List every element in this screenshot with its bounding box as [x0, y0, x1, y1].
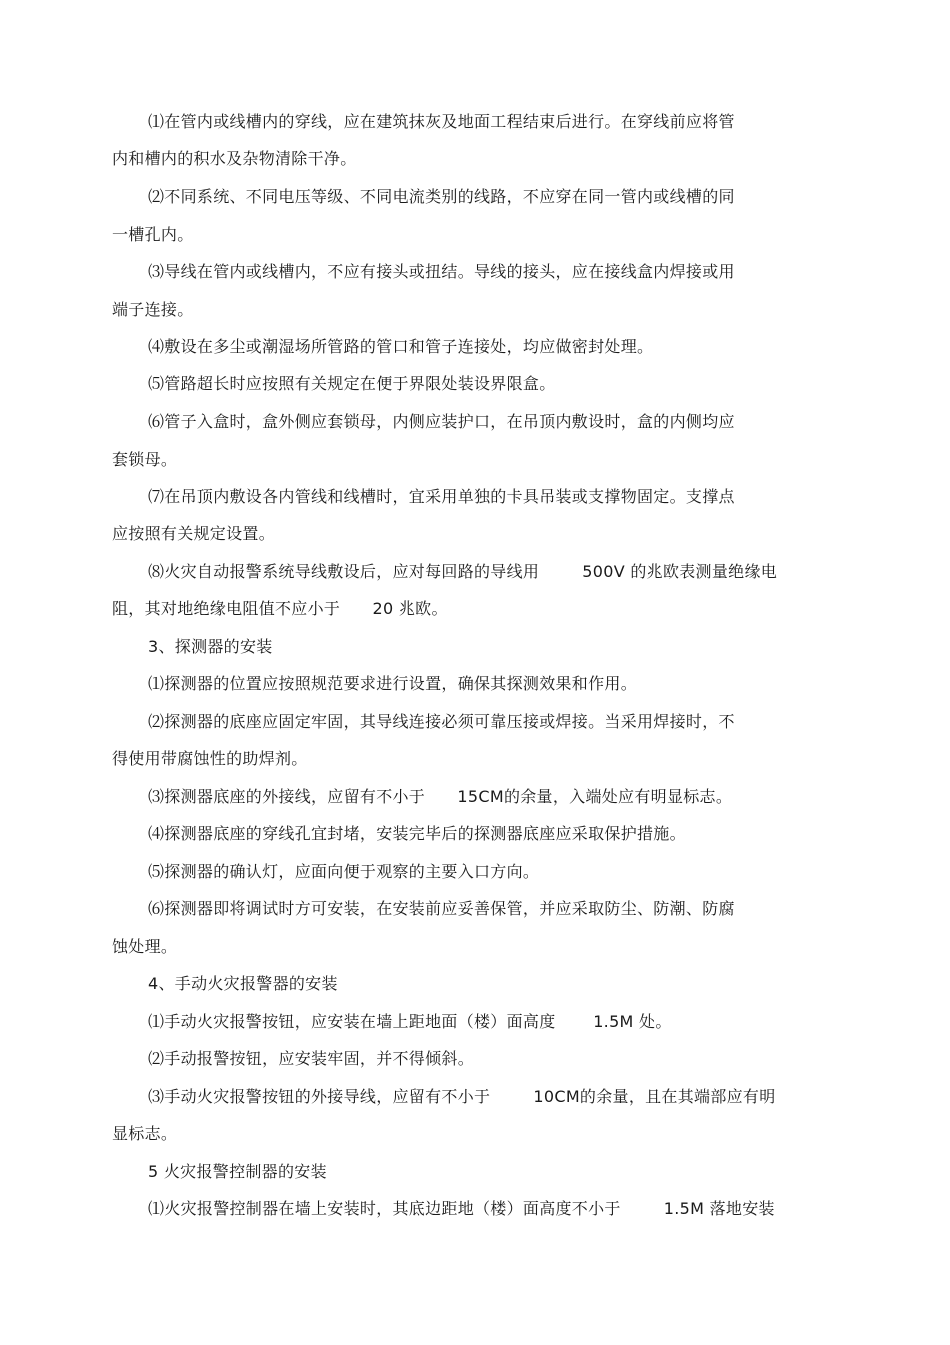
- text-line: ⑶导线在管内或线槽内，不应有接头或扭结。导线的接头，应在接线盒内焊接或用: [148, 262, 735, 281]
- text-line: ⑴在管内或线槽内的穿线，应在建筑抹灰及地面工程结束后进行。在穿线前应将管: [148, 112, 735, 131]
- text-line: ⑸管路超长时应按照有关规定在便于界限处装设界限盒。: [148, 374, 556, 393]
- text-line: ⑹管子入盒时，盒外侧应套锁母，内侧应装护口，在吊顶内敷设时，盒的内侧均应: [148, 412, 735, 431]
- text-line: 端子连接。: [112, 300, 194, 319]
- text-line: ⑴手动火灾报警按钮，应安装在墙上距地面（楼）面高度 1.5M 处。: [148, 1012, 672, 1031]
- text-line: ⑷探测器底座的穿线孔宜封堵，安装完毕后的探测器底座应采取保护措施。: [148, 824, 686, 843]
- text-line: 阻，其对地绝缘电阻值不应小于 20 兆欧。: [112, 599, 448, 618]
- text-line: ⑹探测器即将调试时方可安装，在安装前应妥善保管，并应采取防尘、防潮、防腐: [148, 899, 735, 918]
- text-line: ⑴探测器的位置应按照规范要求进行设置，确保其探测效果和作用。: [148, 674, 638, 693]
- text-line: ⑶手动火灾报警按钮的外接导线，应留有不小于 10CM的余量，且在其端部应有明: [148, 1087, 776, 1106]
- text-line: ⑸探测器的确认灯，应面向便于观察的主要入口方向。: [148, 862, 540, 881]
- text-line: 应按照有关规定设置。: [112, 524, 276, 543]
- text-line: ⑻火灾自动报警系统导线敷设后，应对每回路的导线用 500V 的兆欧表测量绝缘电: [148, 562, 778, 581]
- text-line: 一槽孔内。: [112, 225, 194, 244]
- text-line: ⑶探测器底座的外接线，应留有不小于 15CM的余量，入端处应有明显标志。: [148, 787, 733, 806]
- text-line: ⑷敷设在多尘或潮湿场所管路的管口和管子连接处，均应做密封处理。: [148, 337, 654, 356]
- text-line: ⑴火灾报警控制器在墙上安装时，其底边距地（楼）面高度不小于 1.5M 落地安装: [148, 1199, 775, 1218]
- text-line: ⑵不同系统、不同电压等级、不同电流类别的线路，不应穿在同一管内或线槽的同: [148, 187, 735, 206]
- text-line: ⑵探测器的底座应固定牢固，其导线连接必须可靠压接或焊接。当采用焊接时，不: [148, 712, 735, 731]
- section-heading: 5 火灾报警控制器的安装: [148, 1162, 327, 1181]
- text-line: 套锁母。: [112, 450, 178, 469]
- text-line: 显标志。: [112, 1124, 178, 1143]
- text-line: 蚀处理。: [112, 937, 178, 956]
- text-line: 得使用带腐蚀性的助焊剂。: [112, 749, 308, 768]
- text-line: 内和槽内的积水及杂物清除干净。: [112, 149, 357, 168]
- section-heading: 4、手动火灾报警器的安装: [148, 974, 338, 993]
- section-heading: 3、探测器的安装: [148, 637, 273, 656]
- text-line: ⑺在吊顶内敷设各内管线和线槽时，宜采用单独的卡具吊装或支撑物固定。支撑点: [148, 487, 735, 506]
- text-line: ⑵手动报警按钮，应安装牢固，并不得倾斜。: [148, 1049, 475, 1068]
